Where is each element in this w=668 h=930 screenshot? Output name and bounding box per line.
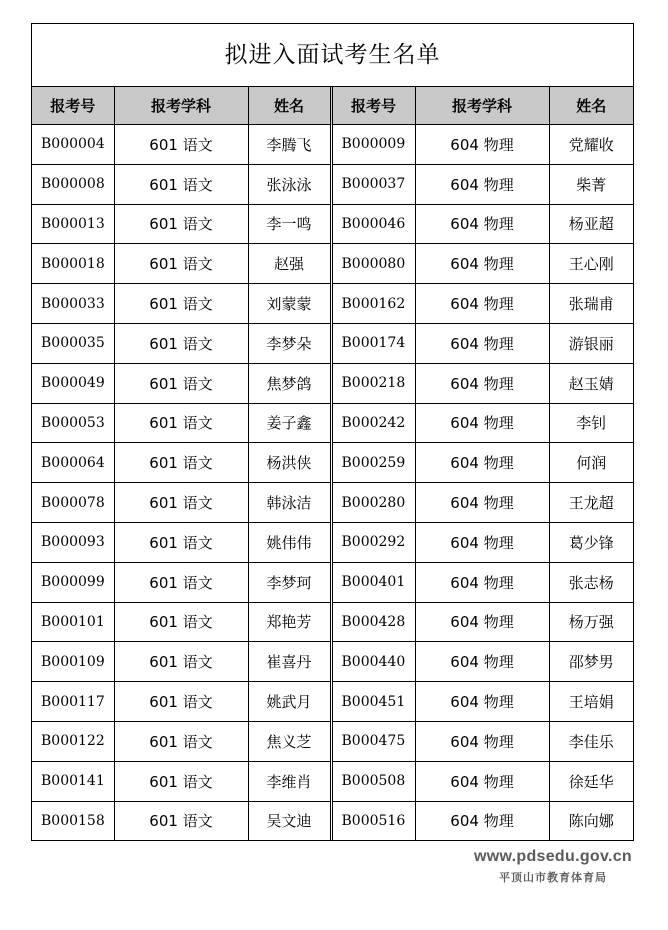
cell-subject: 604 物理 <box>415 244 549 284</box>
cell-name: 李腾飞 <box>248 125 331 165</box>
cell-exam-number: B000451 <box>331 682 415 722</box>
table-row <box>32 403 633 443</box>
table-row <box>32 761 633 801</box>
cell-name: 李钊 <box>549 403 633 443</box>
cell-name: 张瑞甫 <box>549 284 633 324</box>
cell-subject: 601 语文 <box>114 164 248 204</box>
cell-name: 崔喜丹 <box>248 642 331 682</box>
header-name: 姓名 <box>248 87 331 125</box>
cell-subject: 601 语文 <box>114 522 248 562</box>
cell-name: 李梦朵 <box>248 323 331 363</box>
cell-name: 杨亚超 <box>549 204 633 244</box>
cell-name: 刘蒙蒙 <box>248 284 331 324</box>
cell-subject: 604 物理 <box>415 363 549 403</box>
cell-exam-number: B000033 <box>32 284 114 324</box>
table-row <box>32 363 633 403</box>
cell-name: 焦梦鸽 <box>248 363 331 403</box>
cell-exam-number: B000242 <box>331 403 415 443</box>
cell-exam-number: B000440 <box>331 642 415 682</box>
cell-exam-number: B000080 <box>331 244 415 284</box>
table-body <box>32 125 633 841</box>
cell-name: 赵强 <box>248 244 331 284</box>
cell-name: 焦义芝 <box>248 721 331 761</box>
cell-subject: 601 语文 <box>114 562 248 602</box>
cell-name: 葛少锋 <box>549 522 633 562</box>
table-row <box>32 602 633 642</box>
cell-subject: 601 语文 <box>114 642 248 682</box>
cell-subject: 601 语文 <box>114 801 248 840</box>
cell-name: 李维肖 <box>248 761 331 801</box>
cell-subject: 604 物理 <box>415 721 549 761</box>
cell-exam-number: B000475 <box>331 721 415 761</box>
cell-exam-number: B000158 <box>32 801 114 840</box>
candidate-table <box>32 87 633 840</box>
cell-subject: 601 语文 <box>114 363 248 403</box>
table-row <box>32 244 633 284</box>
cell-exam-number: B000008 <box>32 164 114 204</box>
cell-subject: 604 物理 <box>415 204 549 244</box>
cell-subject: 601 语文 <box>114 244 248 284</box>
cell-name: 柴菁 <box>549 164 633 204</box>
table-header-row <box>32 87 633 125</box>
cell-exam-number: B000401 <box>331 562 415 602</box>
cell-subject: 601 语文 <box>114 602 248 642</box>
cell-subject: 604 物理 <box>415 602 549 642</box>
table-row <box>32 125 633 165</box>
cell-subject: 601 语文 <box>114 204 248 244</box>
cell-exam-number: B000004 <box>32 125 114 165</box>
cell-name: 姚伟伟 <box>248 522 331 562</box>
cell-name: 王心刚 <box>549 244 633 284</box>
cell-exam-number: B000122 <box>32 721 114 761</box>
cell-exam-number: B000064 <box>32 443 114 483</box>
table-row <box>32 522 633 562</box>
cell-exam-number: B000508 <box>331 761 415 801</box>
cell-name: 杨万强 <box>549 602 633 642</box>
cell-exam-number: B000035 <box>32 323 114 363</box>
cell-exam-number: B000174 <box>331 323 415 363</box>
cell-name: 韩泳洁 <box>248 483 331 523</box>
cell-subject: 601 语文 <box>114 483 248 523</box>
cell-exam-number: B000093 <box>32 522 114 562</box>
candidate-list-sheet <box>31 23 634 841</box>
cell-subject: 601 语文 <box>114 761 248 801</box>
cell-name: 李梦珂 <box>248 562 331 602</box>
cell-name: 游银丽 <box>549 323 633 363</box>
table-row <box>32 323 633 363</box>
cell-name: 李佳乐 <box>549 721 633 761</box>
cell-exam-number: B000099 <box>32 562 114 602</box>
cell-exam-number: B000037 <box>331 164 415 204</box>
table-row <box>32 164 633 204</box>
table-row <box>32 483 633 523</box>
header-exam-number: 报考号 <box>331 87 415 125</box>
cell-name: 姜子鑫 <box>248 403 331 443</box>
table-row <box>32 682 633 722</box>
cell-subject: 604 物理 <box>415 284 549 324</box>
cell-subject: 604 物理 <box>415 522 549 562</box>
document-title: 拟进入面试考生名单 <box>32 24 633 87</box>
cell-name: 党耀收 <box>549 125 633 165</box>
cell-name: 王龙超 <box>549 483 633 523</box>
table-row <box>32 443 633 483</box>
cell-name: 李一鸣 <box>248 204 331 244</box>
cell-name: 邵梦男 <box>549 642 633 682</box>
cell-name: 徐廷华 <box>549 761 633 801</box>
cell-exam-number: B000009 <box>331 125 415 165</box>
cell-exam-number: B000259 <box>331 443 415 483</box>
cell-exam-number: B000109 <box>32 642 114 682</box>
cell-exam-number: B000428 <box>331 602 415 642</box>
cell-subject: 604 物理 <box>415 403 549 443</box>
cell-subject: 604 物理 <box>415 323 549 363</box>
header-subject: 报考学科 <box>114 87 248 125</box>
cell-subject: 604 物理 <box>415 483 549 523</box>
cell-subject: 604 物理 <box>415 682 549 722</box>
cell-name: 何润 <box>549 443 633 483</box>
header-name: 姓名 <box>549 87 633 125</box>
watermark-org: 平顶山市教育体育局 <box>499 871 607 884</box>
cell-subject: 601 语文 <box>114 682 248 722</box>
cell-subject: 604 物理 <box>415 164 549 204</box>
cell-exam-number: B000101 <box>32 602 114 642</box>
cell-name: 王培娟 <box>549 682 633 722</box>
cell-exam-number: B000018 <box>32 244 114 284</box>
table-row <box>32 721 633 761</box>
cell-exam-number: B000516 <box>331 801 415 840</box>
cell-exam-number: B000141 <box>32 761 114 801</box>
cell-subject: 604 物理 <box>415 125 549 165</box>
table-row <box>32 642 633 682</box>
header-subject: 报考学科 <box>415 87 549 125</box>
cell-subject: 601 语文 <box>114 125 248 165</box>
cell-exam-number: B000292 <box>331 522 415 562</box>
table-row <box>32 284 633 324</box>
table-row <box>32 204 633 244</box>
cell-subject: 604 物理 <box>415 642 549 682</box>
cell-name: 姚武月 <box>248 682 331 722</box>
cell-exam-number: B000218 <box>331 363 415 403</box>
table-row <box>32 801 633 840</box>
cell-subject: 601 语文 <box>114 721 248 761</box>
cell-exam-number: B000049 <box>32 363 114 403</box>
cell-name: 吴文迪 <box>248 801 331 840</box>
cell-name: 陈向娜 <box>549 801 633 840</box>
cell-exam-number: B000053 <box>32 403 114 443</box>
cell-name: 郑艳芳 <box>248 602 331 642</box>
cell-name: 赵玉婧 <box>549 363 633 403</box>
cell-exam-number: B000046 <box>331 204 415 244</box>
cell-exam-number: B000117 <box>32 682 114 722</box>
cell-subject: 604 物理 <box>415 562 549 602</box>
cell-subject: 604 物理 <box>415 801 549 840</box>
header-exam-number: 报考号 <box>32 87 114 125</box>
cell-subject: 601 语文 <box>114 443 248 483</box>
cell-exam-number: B000280 <box>331 483 415 523</box>
cell-name: 杨洪侠 <box>248 443 331 483</box>
cell-subject: 601 语文 <box>114 403 248 443</box>
cell-exam-number: B000078 <box>32 483 114 523</box>
cell-exam-number: B000013 <box>32 204 114 244</box>
cell-subject: 604 物理 <box>415 443 549 483</box>
table-row <box>32 562 633 602</box>
cell-exam-number: B000162 <box>331 284 415 324</box>
cell-name: 张志杨 <box>549 562 633 602</box>
cell-subject: 601 语文 <box>114 284 248 324</box>
cell-name: 张泳泳 <box>248 164 331 204</box>
cell-subject: 604 物理 <box>415 761 549 801</box>
site-watermark <box>474 848 632 885</box>
watermark-url: www.pdsedu.gov.cn <box>474 848 632 865</box>
cell-subject: 601 语文 <box>114 323 248 363</box>
